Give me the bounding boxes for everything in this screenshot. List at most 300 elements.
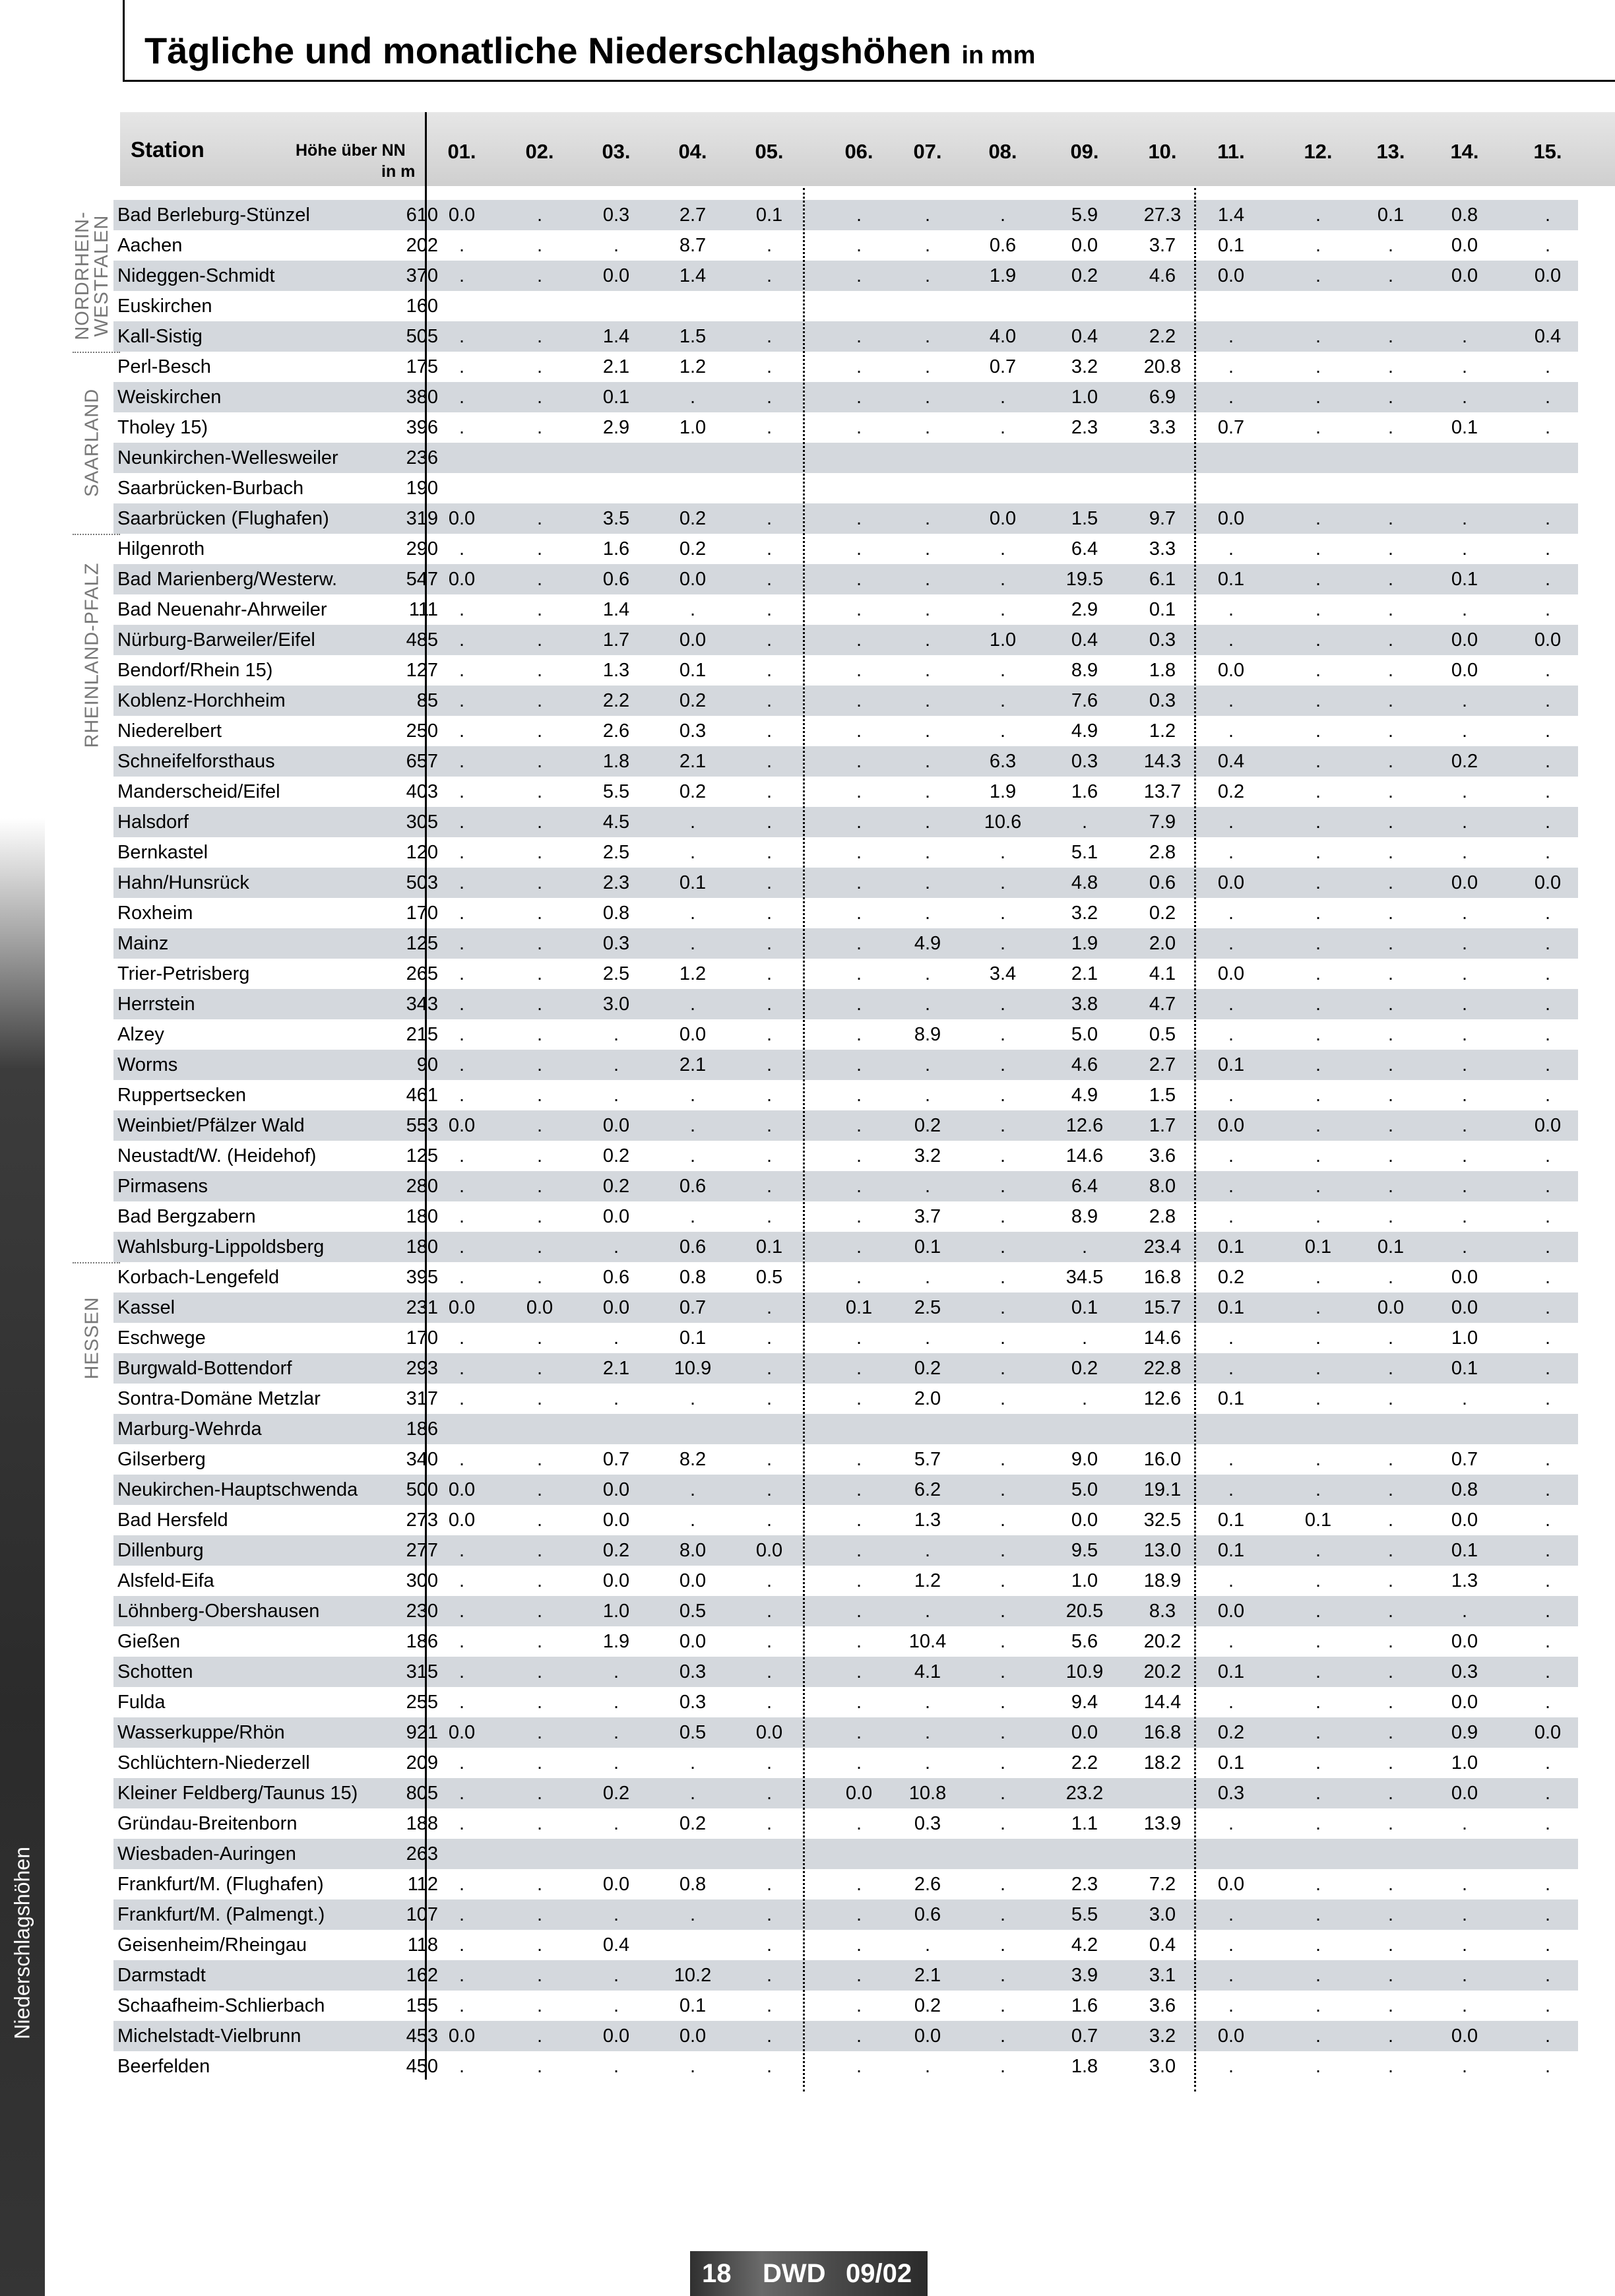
day-value-8: . <box>999 1540 1006 1561</box>
day-value-8: . <box>999 1510 1006 1531</box>
day-value-2: . <box>536 963 543 984</box>
day-value-15: . <box>1544 1631 1551 1652</box>
day-value-8: . <box>999 1813 1006 1834</box>
day-value-15: . <box>1544 1327 1551 1349</box>
day-value-8: 10.6 <box>984 812 1022 833</box>
table-row <box>113 716 1578 746</box>
day-value-2: . <box>536 872 543 893</box>
day-value-9: 20.5 <box>1065 1601 1104 1622</box>
day-value-5: . <box>766 720 773 742</box>
day-value-6: . <box>856 812 862 833</box>
day-value-14: . <box>1461 1054 1468 1075</box>
table-row <box>113 1232 1578 1262</box>
table-row <box>113 1384 1578 1414</box>
day-value-2: . <box>536 1601 543 1622</box>
region-label-line: SAARLAND <box>81 388 103 497</box>
header-elevation-line2: in m <box>381 162 416 181</box>
day-value-11: . <box>1228 387 1234 408</box>
day-value-4: 0.5 <box>679 1601 707 1622</box>
day-value-5: . <box>766 1206 773 1227</box>
day-value-10: 20.8 <box>1143 356 1182 377</box>
day-value-12: . <box>1315 1722 1321 1743</box>
day-value-1: . <box>459 1176 465 1197</box>
day-value-2: . <box>536 842 543 863</box>
day-value-6 <box>823 443 895 473</box>
day-value-10: 23.4 <box>1143 1236 1182 1258</box>
table-row <box>113 1141 1578 1171</box>
day-value-12: . <box>1315 205 1321 226</box>
day-value-4 <box>656 443 729 473</box>
day-value-10: 7.2 <box>1149 1874 1176 1895</box>
day-value-7: . <box>924 1176 931 1197</box>
table-row <box>113 443 1578 473</box>
day-value-11: . <box>1228 326 1234 347</box>
day-value-2: . <box>536 569 543 590</box>
day-value-7: 0.2 <box>914 1115 941 1136</box>
day-value-10: 6.1 <box>1149 569 1176 590</box>
day-value-7: . <box>924 1934 931 1956</box>
day-value-3: 0.0 <box>602 1297 630 1318</box>
day-value-2: . <box>536 1206 543 1227</box>
day-value-2: . <box>536 599 543 620</box>
title-unit: in mm <box>961 42 1036 69</box>
day-value-11: . <box>1228 1813 1234 1834</box>
day-value-4: 0.1 <box>679 1995 707 2016</box>
station-elevation: 120 <box>406 842 438 863</box>
day-value-4: 1.4 <box>679 265 707 286</box>
station-name: Neukirchen-Hauptschwenda <box>117 1479 358 1500</box>
day-value-9: 5.6 <box>1071 1631 1098 1652</box>
day-value-3 <box>580 443 652 473</box>
day-value-4: 0.3 <box>679 1661 707 1682</box>
day-value-8 <box>966 443 1039 473</box>
day-value-13: . <box>1387 1479 1394 1500</box>
station-elevation: 396 <box>406 417 438 438</box>
day-value-15: . <box>1544 660 1551 681</box>
day-value-14: 0.0 <box>1451 1631 1478 1652</box>
day-value-2: . <box>536 1358 543 1379</box>
day-value-6: . <box>856 2056 862 2077</box>
day-value-11: . <box>1228 1145 1234 1166</box>
station-elevation: 125 <box>406 933 438 954</box>
day-value-10: 14.6 <box>1143 1327 1182 1349</box>
day-value-12: . <box>1315 629 1321 651</box>
day-value-2: . <box>536 903 543 924</box>
day-value-3: 0.2 <box>602 1145 630 1166</box>
day-value-11: . <box>1228 1692 1234 1713</box>
day-value-12: . <box>1315 1601 1321 1622</box>
day-value-2: . <box>536 1510 543 1531</box>
day-value-10: 3.6 <box>1149 1145 1176 1166</box>
header-day-15: 15. <box>1533 140 1562 163</box>
day-value-2: . <box>536 356 543 377</box>
day-value-9 <box>1048 1839 1121 1869</box>
day-value-5: . <box>766 1449 773 1470</box>
station-elevation: 317 <box>406 1388 438 1409</box>
day-value-12: . <box>1315 1813 1321 1834</box>
day-value-15: . <box>1544 356 1551 377</box>
day-value-9: 4.6 <box>1071 1054 1098 1075</box>
day-value-11: . <box>1228 1024 1234 1045</box>
region-label <box>83 1296 102 1379</box>
day-value-4: . <box>689 994 696 1015</box>
table-row <box>113 868 1578 898</box>
day-value-3: . <box>613 1965 619 1986</box>
day-value-11: . <box>1228 690 1234 711</box>
station-name: Mainz <box>117 933 169 954</box>
day-value-11: . <box>1228 1904 1234 1925</box>
station-elevation: 118 <box>407 1934 438 1956</box>
station-elevation: 175 <box>406 356 438 377</box>
day-value-6: . <box>856 1813 862 1834</box>
day-value-14: . <box>1461 1995 1468 2016</box>
day-value-6: . <box>856 660 862 681</box>
table-row <box>113 473 1578 503</box>
day-value-7: . <box>924 751 931 772</box>
day-value-11: 0.2 <box>1217 1722 1245 1743</box>
day-value-4: 0.5 <box>679 1722 707 1743</box>
station-name: Weinbiet/Pfälzer Wald <box>117 1115 305 1136</box>
station-elevation: 209 <box>406 1752 438 1773</box>
day-value-6: . <box>856 1874 862 1895</box>
station-elevation: 290 <box>406 538 438 559</box>
day-value-5: . <box>766 1965 773 1986</box>
day-value-13: . <box>1387 1631 1394 1652</box>
day-value-2: . <box>536 1995 543 2016</box>
station-elevation: 300 <box>406 1570 438 1591</box>
day-value-9: . <box>1081 1388 1088 1409</box>
day-value-7: 0.2 <box>914 1358 941 1379</box>
day-value-2: . <box>536 1783 543 1804</box>
table-row <box>113 989 1578 1019</box>
day-value-8: . <box>999 1570 1006 1591</box>
day-value-1: . <box>459 994 465 1015</box>
station-elevation: 500 <box>406 1479 438 1500</box>
day-value-13: . <box>1387 387 1394 408</box>
day-value-5: . <box>766 1176 773 1197</box>
day-value-13: . <box>1387 1054 1394 1075</box>
day-value-8: . <box>999 1661 1006 1682</box>
day-value-9: 3.9 <box>1071 1965 1098 1986</box>
day-value-7: 5.7 <box>914 1449 941 1470</box>
day-value-6: . <box>856 781 862 802</box>
day-value-7: 2.6 <box>914 1874 941 1895</box>
day-value-7: . <box>924 781 931 802</box>
day-value-7: . <box>924 872 931 893</box>
day-value-3: . <box>613 1236 619 1258</box>
day-value-10 <box>1126 1839 1199 1869</box>
day-value-9: 5.0 <box>1071 1479 1098 1500</box>
header-day-5: 05. <box>755 140 784 163</box>
day-value-7 <box>891 473 964 503</box>
day-value-9: 7.6 <box>1071 690 1098 711</box>
side-tab-label: Niederschlagshöhen <box>10 1847 34 2039</box>
day-value-13: . <box>1387 1024 1394 1045</box>
day-value-7: . <box>924 842 931 863</box>
day-value-4: 0.0 <box>679 1631 707 1652</box>
table-row <box>113 1626 1578 1657</box>
table-row <box>113 503 1578 534</box>
day-value-9: . <box>1081 1327 1088 1349</box>
day-value-1: . <box>459 1570 465 1591</box>
day-value-6: . <box>856 1904 862 1925</box>
day-value-14: 0.1 <box>1451 417 1478 438</box>
day-value-7 <box>891 1414 964 1444</box>
station-name: Schotten <box>117 1661 193 1682</box>
day-value-9: 5.9 <box>1071 205 1098 226</box>
day-value-12: . <box>1315 508 1321 529</box>
day-value-15: . <box>1544 1965 1551 1986</box>
day-value-1: . <box>459 1601 465 1622</box>
day-value-11: . <box>1228 1449 1234 1470</box>
day-value-13: . <box>1387 1145 1394 1166</box>
station-elevation: 230 <box>406 1601 438 1622</box>
day-value-5: . <box>766 933 773 954</box>
day-value-7: . <box>924 387 931 408</box>
day-value-6: . <box>856 1540 862 1561</box>
day-value-5: . <box>766 660 773 681</box>
day-value-15: . <box>1544 538 1551 559</box>
station-name: Löhnberg-Obershausen <box>117 1601 320 1622</box>
header-day-14: 14. <box>1450 140 1479 163</box>
day-value-6: . <box>856 1024 862 1045</box>
day-value-4: 0.0 <box>679 1024 707 1045</box>
day-value-11: 0.4 <box>1217 751 1245 772</box>
day-value-1: . <box>459 1267 465 1288</box>
day-value-8: . <box>999 387 1006 408</box>
station-elevation: 111 <box>408 599 438 620</box>
day-value-1: . <box>459 1874 465 1895</box>
day-value-7: 1.3 <box>914 1510 941 1531</box>
table-row <box>113 807 1578 837</box>
day-value-8: 0.6 <box>989 235 1017 256</box>
day-value-14: 0.0 <box>1451 1783 1478 1804</box>
day-value-15: . <box>1544 751 1551 772</box>
day-value-10: 0.3 <box>1149 690 1176 711</box>
header-elevation-line1: Höhe über NN <box>296 141 406 160</box>
day-value-13: . <box>1387 2056 1394 2077</box>
day-value-9: 8.9 <box>1071 660 1098 681</box>
day-value-13: . <box>1387 1995 1394 2016</box>
day-value-8: . <box>999 417 1006 438</box>
day-value-12: . <box>1315 963 1321 984</box>
day-value-11: . <box>1228 1085 1234 1106</box>
day-value-10: 13.0 <box>1143 1540 1182 1561</box>
day-value-5: . <box>766 1631 773 1652</box>
day-value-6: . <box>856 2025 862 2047</box>
day-value-1: . <box>459 903 465 924</box>
day-value-12: . <box>1315 994 1321 1015</box>
station-name: Euskirchen <box>117 296 212 317</box>
station-name: Hilgenroth <box>117 538 205 559</box>
table-row <box>113 1899 1578 1930</box>
day-value-5: . <box>766 1661 773 1682</box>
day-value-12: . <box>1315 387 1321 408</box>
station-elevation: 215 <box>406 1024 438 1045</box>
day-value-13: . <box>1387 599 1394 620</box>
day-value-13: . <box>1387 781 1394 802</box>
day-value-4: 0.8 <box>679 1267 707 1288</box>
day-value-12: . <box>1315 1115 1321 1136</box>
day-value-8: . <box>999 690 1006 711</box>
day-value-6: . <box>856 599 862 620</box>
day-value-2: . <box>536 1176 543 1197</box>
footer-issue: 09/02 <box>846 2259 912 2288</box>
day-value-1: . <box>459 1206 465 1227</box>
region-block <box>73 1262 112 1414</box>
day-value-4: . <box>689 387 696 408</box>
day-value-14: . <box>1461 933 1468 954</box>
station-name: Fulda <box>117 1692 166 1713</box>
day-value-2: 0.0 <box>526 1297 554 1318</box>
day-value-10: 0.5 <box>1149 1024 1176 1045</box>
day-value-9: . <box>1081 1236 1088 1258</box>
day-value-14: . <box>1461 1874 1468 1895</box>
day-value-12: . <box>1315 599 1321 620</box>
day-value-3: 2.5 <box>602 842 630 863</box>
day-value-2: . <box>536 1570 543 1591</box>
station-elevation: 280 <box>406 1176 438 1197</box>
day-value-15: . <box>1544 417 1551 438</box>
day-value-2: . <box>536 1874 543 1895</box>
day-value-11 <box>1195 443 1267 473</box>
day-value-13: . <box>1387 933 1394 954</box>
day-value-11: 0.2 <box>1217 781 1245 802</box>
day-value-7: . <box>924 1085 931 1106</box>
day-value-15: . <box>1544 1995 1551 2016</box>
day-value-13: . <box>1387 1115 1394 1136</box>
day-value-11: . <box>1228 720 1234 742</box>
day-value-9: 10.9 <box>1065 1661 1104 1682</box>
day-value-11: 0.1 <box>1217 235 1245 256</box>
day-value-1: . <box>459 1085 465 1106</box>
day-value-1: . <box>459 781 465 802</box>
day-value-12: . <box>1315 872 1321 893</box>
day-value-6: . <box>856 1510 862 1531</box>
day-value-10: 0.6 <box>1149 872 1176 893</box>
day-value-1 <box>426 473 498 503</box>
day-value-8: . <box>999 599 1006 620</box>
station-name: Weiskirchen <box>117 387 222 408</box>
day-value-13: . <box>1387 1752 1394 1773</box>
day-value-12: . <box>1315 1570 1321 1591</box>
day-value-14: . <box>1461 1206 1468 1227</box>
day-value-3: 0.0 <box>602 1115 630 1136</box>
day-value-1: . <box>459 1995 465 2016</box>
day-value-13: . <box>1387 1085 1394 1106</box>
day-value-5: . <box>766 1115 773 1136</box>
day-value-11: 0.1 <box>1217 1236 1245 1258</box>
table-row <box>113 625 1578 655</box>
day-value-14: . <box>1461 538 1468 559</box>
day-value-5: . <box>766 1904 773 1925</box>
day-value-11: 0.0 <box>1217 1115 1245 1136</box>
day-value-5: . <box>766 2056 773 2077</box>
day-value-10: 16.8 <box>1143 1722 1182 1743</box>
table-row <box>113 382 1578 412</box>
day-value-11: 0.0 <box>1217 1601 1245 1622</box>
day-value-9: 0.1 <box>1071 1297 1098 1318</box>
region-label-line: RHEINLAND-PFALZ <box>81 562 103 748</box>
day-value-4: 0.2 <box>679 1813 707 1834</box>
day-value-4: 2.1 <box>679 1054 707 1075</box>
day-value-10: 13.7 <box>1143 781 1182 802</box>
day-value-7: 10.8 <box>908 1783 947 1804</box>
station-elevation: 231 <box>406 1297 438 1318</box>
day-value-4: 0.3 <box>679 1692 707 1713</box>
day-value-2: . <box>536 1145 543 1166</box>
header-day-10: 10. <box>1148 140 1177 163</box>
day-value-9: 14.6 <box>1065 1145 1104 1166</box>
day-value-7: 3.7 <box>914 1206 941 1227</box>
day-value-10: 3.2 <box>1149 2025 1176 2047</box>
region-label <box>73 211 111 340</box>
day-value-1: . <box>459 751 465 772</box>
day-value-8: . <box>999 720 1006 742</box>
day-value-7: 0.1 <box>914 1236 941 1258</box>
page-title <box>144 29 1035 72</box>
day-value-11: 0.0 <box>1217 872 1245 893</box>
day-value-13: . <box>1387 1327 1394 1349</box>
day-value-9: 34.5 <box>1065 1267 1104 1288</box>
day-value-13: 0.0 <box>1377 1297 1405 1318</box>
station-name: Bad Neuenahr-Ahrweiler <box>117 599 327 620</box>
day-value-10: 7.9 <box>1149 812 1176 833</box>
day-value-7 <box>891 443 964 473</box>
table-row <box>113 261 1578 291</box>
day-value-4 <box>656 473 729 503</box>
day-value-2: . <box>536 265 543 286</box>
day-value-8 <box>966 1414 1039 1444</box>
day-value-4: 2.7 <box>679 205 707 226</box>
day-value-3: 0.3 <box>602 933 630 954</box>
day-value-14: . <box>1461 1934 1468 1956</box>
day-value-3: 2.9 <box>602 417 630 438</box>
day-value-6: . <box>856 1479 862 1500</box>
station-elevation: 503 <box>406 872 438 893</box>
day-value-3: 0.0 <box>602 2025 630 2047</box>
table-row <box>113 291 1578 321</box>
day-value-4: . <box>689 1904 696 1925</box>
station-name: Wahlsburg-Lippoldsberg <box>117 1236 325 1258</box>
day-value-12: . <box>1315 1631 1321 1652</box>
station-name: Tholey 15) <box>117 417 208 438</box>
day-value-14: 0.0 <box>1451 660 1478 681</box>
day-value-6: . <box>856 690 862 711</box>
day-value-13: . <box>1387 842 1394 863</box>
day-value-11: . <box>1228 1995 1234 2016</box>
day-value-10: 3.3 <box>1149 538 1176 559</box>
station-elevation: 340 <box>406 1449 438 1470</box>
day-value-2: . <box>536 326 543 347</box>
day-value-15: . <box>1544 963 1551 984</box>
table-row <box>113 1687 1578 1717</box>
day-value-13 <box>1354 443 1427 473</box>
day-value-9: 2.9 <box>1071 599 1098 620</box>
day-value-13: . <box>1387 690 1394 711</box>
day-value-3: 1.8 <box>602 751 630 772</box>
day-value-2 <box>503 443 576 473</box>
day-value-13: . <box>1387 508 1394 529</box>
day-value-12: 0.1 <box>1304 1236 1332 1258</box>
day-value-12: . <box>1315 751 1321 772</box>
day-value-3: . <box>613 1024 619 1045</box>
station-elevation: 236 <box>406 447 438 468</box>
table-row <box>113 1019 1578 1050</box>
day-value-10: 20.2 <box>1143 1661 1182 1682</box>
day-value-14: . <box>1461 1024 1468 1045</box>
station-elevation: 188 <box>406 1813 438 1834</box>
